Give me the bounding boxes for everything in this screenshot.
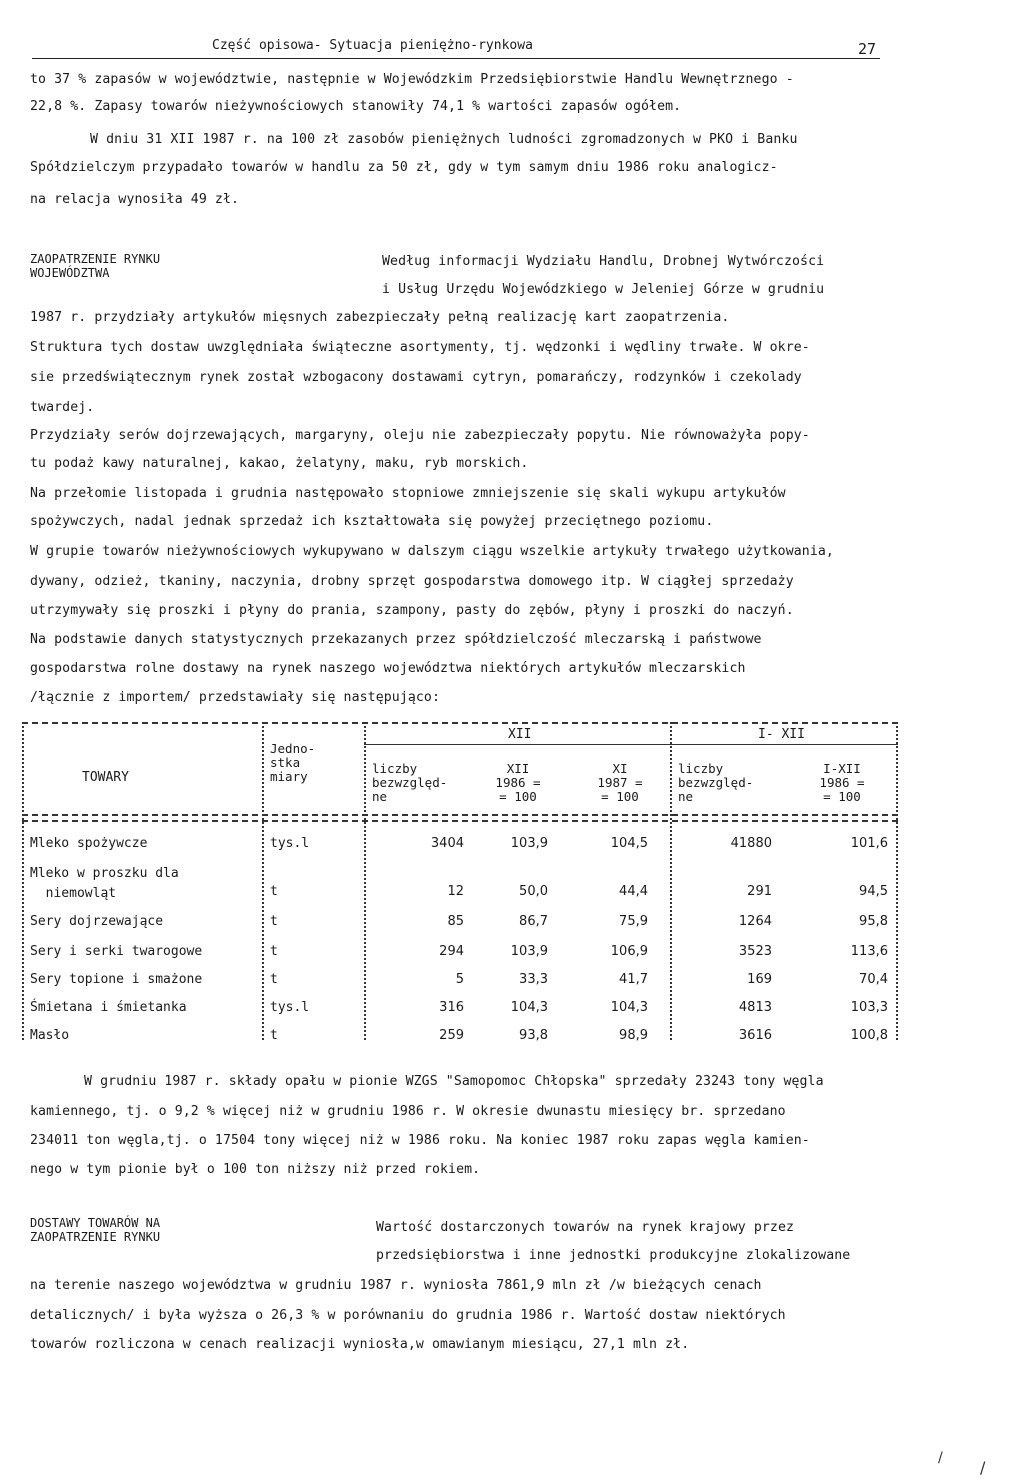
- group-rule: [364, 744, 898, 745]
- section1-line: tu podaż kawy naturalnej, kakao, żelatyny, maku, ryb morskich.: [30, 456, 529, 471]
- row-pct-year: 113,6: [850, 944, 888, 959]
- row-pct-xii-1986: 33,3: [519, 972, 548, 987]
- row-pct-xi-1987: 98,9: [619, 1028, 648, 1043]
- column-divider: [364, 722, 366, 1040]
- section1-line: Według informacji Wydziału Handlu, Drobnej Wytwórczości: [382, 254, 825, 269]
- row-abs-year: 291: [747, 884, 772, 899]
- row-abs-year: 4813: [738, 1000, 772, 1015]
- header-liczby-xii: liczby bezwzględ- ne: [372, 761, 448, 804]
- row-unit: tys.l: [270, 1000, 310, 1015]
- section2-line: towarów rozliczona w cenach realizacji wyniosła,w omawianym miesiącu, 27,1 mln zł.: [30, 1337, 690, 1352]
- row-product-name: Sery i serki twarogowe: [30, 944, 203, 959]
- row-unit: t: [270, 914, 278, 929]
- row-pct-xi-1987: 44,4: [619, 884, 648, 899]
- section-heading-zaopatrzenie: ZAOPATRZENIE RYNKU WOJEWÓDZTWA: [30, 252, 161, 280]
- row-product-name: Mleko spożywcze: [30, 836, 148, 851]
- table-header-border: [22, 820, 898, 822]
- row-abs-xii: 85: [447, 914, 464, 929]
- section1-line: Na podstawie danych statystycznych przekazanych przez spółdzielczość mleczarską i państwowe: [30, 632, 762, 647]
- row-pct-year: 70,4: [859, 972, 888, 987]
- section2-line: przedsiębiorstwa i inne jednostki produkcyjne zlokalizowane: [376, 1248, 851, 1263]
- page-header-title: Część opisowa- Sytuacja pieniężno-rynkowa: [212, 38, 533, 53]
- header-i-xii-1986: I-XII 1986 = = 100: [819, 761, 865, 804]
- section2-line: detalicznych/ i była wyższa o 26,3 % w porównaniu do grudnia 1986 r. Wartość dostaw niektórych: [30, 1308, 786, 1323]
- row-pct-xi-1987: 104,5: [610, 836, 648, 851]
- row-abs-xii: 12: [447, 884, 464, 899]
- row-pct-xi-1987: 106,9: [610, 944, 648, 959]
- row-unit: t: [270, 1028, 278, 1043]
- section2-line: Wartość dostarczonych towarów na rynek krajowy przez: [376, 1220, 795, 1235]
- row-product-name: Sery topione i smażone: [30, 972, 203, 987]
- section1-line: Struktura tych dostaw uwzględniała świąteczne asortymenty, tj. wędzonki i wędliny trwałe. W okre-: [30, 340, 810, 355]
- row-abs-year: 41880: [730, 836, 772, 851]
- row-abs-xii: 3404: [430, 836, 464, 851]
- row-abs-year: 1264: [738, 914, 772, 929]
- row-product-name: Masło: [30, 1028, 70, 1043]
- row-unit: t: [270, 972, 278, 987]
- row-abs-year: 169: [747, 972, 772, 987]
- header-towary: TOWARY: [82, 770, 129, 785]
- section1-line: /łącznie z importem/ przedstawiały się następująco:: [30, 690, 441, 705]
- intro-line: Spółdzielczym przypadało towarów w handlu za 50 zł, gdy w tym samym dniu 1986 roku analogicz-: [30, 160, 778, 175]
- row-pct-xii-1986: 86,7: [519, 914, 548, 929]
- intro-line: na relacja wynosiła 49 zł.: [30, 192, 240, 207]
- row-product-name: Mleko w proszku dla niemowląt: [30, 866, 179, 901]
- row-pct-xi-1987: 41,7: [619, 972, 648, 987]
- row-pct-xii-1986: 103,9: [510, 944, 548, 959]
- header-xi-1987: XI 1987 = = 100: [597, 761, 643, 804]
- row-product-name: Sery dojrzewające: [30, 914, 164, 929]
- row-pct-xii-1986: 103,9: [510, 836, 548, 851]
- row-abs-xii: 294: [439, 944, 464, 959]
- table-top-border: [22, 722, 898, 724]
- row-pct-xii-1986: 50,0: [519, 884, 548, 899]
- header-group-xii: XII: [508, 727, 532, 742]
- dairy-supply-table: [22, 722, 898, 1043]
- header-xii-1986: XII 1986 = = 100: [495, 761, 541, 804]
- row-pct-year: 103,3: [850, 1000, 888, 1015]
- column-divider: [262, 722, 264, 1040]
- coal-line: kamiennego, tj. o 9,2 % więcej niż w grudniu 1986 r. W okresie dwunastu miesięcy br. sprzedano: [30, 1104, 786, 1119]
- section-heading-dostawy: DOSTAWY TOWARÓW NA ZAOPATRZENIE RYNKU: [30, 1216, 161, 1244]
- section1-line: dywany, odzież, tkaniny, naczynia, drobny sprzęt gospodarstwa domowego itp. W ciągłej sprzedaży: [30, 574, 794, 589]
- row-pct-xii-1986: 104,3: [510, 1000, 548, 1015]
- table-right-border: [896, 722, 898, 1040]
- intro-line: to 37 % zapasów w województwie, następnie w Wojewódzkim Przedsiębiorstwie Handlu Wewnętrznego -: [30, 72, 794, 87]
- section1-line: utrzymywały się proszki i płyny do prania, szampony, pasty do zębów, płyny i proszki do naczyń.: [30, 603, 794, 618]
- row-abs-xii: 259: [439, 1028, 464, 1043]
- row-abs-year: 3616: [738, 1028, 772, 1043]
- table-header-border: [22, 814, 898, 816]
- coal-line: nego w tym pionie był o 100 ton niższy niż przed rokiem.: [30, 1162, 481, 1177]
- header-rule: [32, 58, 880, 59]
- row-pct-year: 101,6: [850, 836, 888, 851]
- coal-line: W grudniu 1987 r. składy opału w pionie WZGS "Samopomoc Chłopska" sprzedały 23243 tony węgla: [84, 1074, 824, 1089]
- section2-line: na terenie naszego województwa w grudniu 1987 r. wyniosła 7861,9 mln zł /w bieżących cenach: [30, 1278, 762, 1293]
- row-pct-year: 94,5: [859, 884, 888, 899]
- section1-line: sie przedświątecznym rynek został wzbogacony dostawami cytryn, pomarańczy, rodzynków i czekolady: [30, 370, 802, 385]
- page-number: 27: [858, 40, 877, 58]
- intro-line: W dniu 31 XII 1987 r. na 100 zł zasobów pieniężnych ludności zgromadzonych w PKO i Banku: [90, 132, 798, 147]
- section1-line: Przydziały serów dojrzewających, margaryny, oleju nie zabezpieczały popytu. Nie równoważyła popy-: [30, 428, 810, 443]
- row-pct-xii-1986: 93,8: [519, 1028, 548, 1043]
- row-abs-year: 3523: [738, 944, 772, 959]
- row-abs-xii: 316: [439, 1000, 464, 1015]
- section1-line: 1987 r. przydziały artykułów mięsnych zabezpieczały pełną realizację kart zaopatrzenia.: [30, 310, 730, 325]
- header-liczby-i-xii: liczby bezwzględ- ne: [678, 761, 754, 804]
- section1-line: spożywczych, nadal jednak sprzedaż ich kształtowała się powyżej przeciętnego poziomu.: [30, 514, 714, 529]
- row-pct-xi-1987: 104,3: [610, 1000, 648, 1015]
- section1-line: twardej.: [30, 400, 95, 415]
- row-unit: t: [270, 944, 278, 959]
- section1-line: W grupie towarów nieżywnościowych wykupywano w dalszym ciągu wszelkie artykuły trwałego użytkowania,: [30, 544, 834, 559]
- row-product-name: Śmietana i śmietanka: [30, 1000, 187, 1015]
- section1-line: gospodarstwa rolne dostawy na rynek naszego województwa niektórych artykułów mleczarskich: [30, 661, 746, 676]
- section1-line: Na przełomie listopada i grudnia następowało stopniowe zmniejszenie się skali wykupu artykułów: [30, 486, 786, 501]
- scan-mark: /: [980, 1458, 986, 1477]
- coal-line: 234011 ton węgla,tj. o 17504 tony więcej niż w 1986 roku. Na koniec 1987 roku zapas węgla kamien-: [30, 1133, 810, 1148]
- row-unit: t: [270, 884, 278, 899]
- header-jednostka: Jedno- stka miary: [270, 741, 316, 784]
- column-divider: [670, 722, 672, 1040]
- row-pct-xi-1987: 75,9: [619, 914, 648, 929]
- row-unit: tys.l: [270, 836, 310, 851]
- section1-line: i Usług Urzędu Wojewódzkiego w Jeleniej Górze w grudniu: [382, 282, 825, 297]
- row-pct-year: 100,8: [850, 1028, 888, 1043]
- intro-line: 22,8 %. Zapasy towarów nieżywnościowych stanowiły 74,1 % wartości zapasów ogółem.: [30, 99, 682, 114]
- row-abs-xii: 5: [455, 972, 464, 987]
- table-left-border: [22, 722, 24, 1040]
- scan-mark: /: [938, 1450, 943, 1466]
- header-group-i-xii: I- XII: [758, 727, 805, 742]
- row-pct-year: 95,8: [859, 914, 888, 929]
